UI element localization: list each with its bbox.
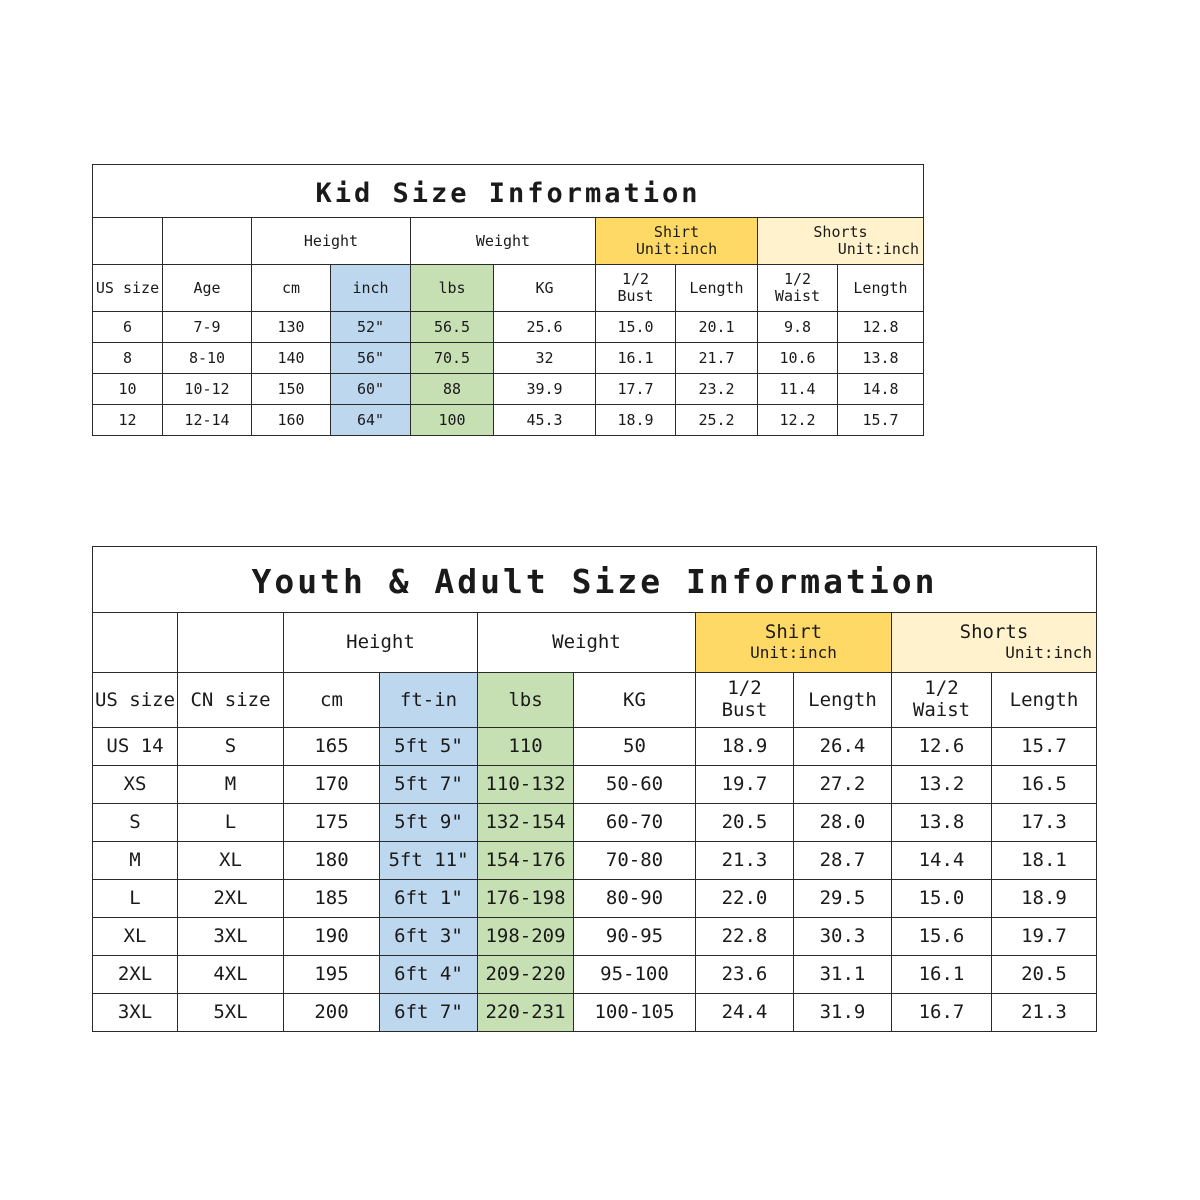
adult-cell-cm: 195: [284, 956, 380, 994]
kid-table-title: Kid Size Information: [93, 165, 924, 218]
kid-cell-bust: 16.1: [596, 343, 676, 374]
adult-cell-bust: 21.3: [696, 842, 794, 880]
table-row: [93, 880, 1097, 918]
adult-cell-kg: 100-105: [574, 994, 696, 1032]
kid-col-bust-fraction: 1/2: [621, 269, 650, 288]
adult-cell-kg: 50: [574, 728, 696, 766]
kid-col-shirt-length: Length: [676, 265, 758, 312]
adult-col-shirt-length: Length: [794, 673, 892, 728]
adult-cell-cm: 175: [284, 804, 380, 842]
kid-height-group: Height: [252, 218, 411, 265]
adult-shorts-unit: Unit:inch: [1005, 643, 1092, 663]
adult-cell-height: 6ft 4": [380, 956, 478, 994]
adult-col-us-size: US size: [93, 673, 178, 728]
adult-cell-age-or-cn: 3XL: [178, 918, 284, 956]
adult-cell-waist: 12.6: [892, 728, 992, 766]
adult-col-cn-size: CN size: [178, 673, 284, 728]
kid-cell-shorts-length: 15.7: [838, 405, 924, 436]
adult-weight-group: Weight: [478, 613, 696, 673]
adult-cell-shirt-length: 29.5: [794, 880, 892, 918]
adult-cell-shorts-length: 18.9: [992, 880, 1097, 918]
kid-col-waist: [758, 265, 838, 312]
kid-cell-shirt-length: 23.2: [676, 374, 758, 405]
adult-empty-header: [93, 613, 178, 673]
table-row: [93, 405, 924, 436]
adult-cell-lbs: 110: [478, 728, 574, 766]
adult-cell-shorts-length: 18.1: [992, 842, 1097, 880]
kid-cell-kg: 25.6: [494, 312, 596, 343]
adult-cell-lbs: 176-198: [478, 880, 574, 918]
kid-cell-waist: 10.6: [758, 343, 838, 374]
kid-cell-age-or-cn: 7-9: [163, 312, 252, 343]
adult-height-group: Height: [284, 613, 478, 673]
adult-cell-us-size: 2XL: [93, 956, 178, 994]
kid-shorts-group: [758, 218, 924, 265]
adult-cell-shirt-length: 26.4: [794, 728, 892, 766]
kid-col-cm: cm: [252, 265, 331, 312]
table-row: [93, 842, 1097, 880]
kid-cell-bust: 18.9: [596, 405, 676, 436]
table-row: [93, 994, 1097, 1032]
adult-cell-kg: 50-60: [574, 766, 696, 804]
kid-cell-shorts-length: 14.8: [838, 374, 924, 405]
kid-col-waist-label: Waist: [774, 287, 821, 305]
table-row: [93, 766, 1097, 804]
adult-col-waist-fraction: 1/2: [924, 677, 959, 700]
kid-shirt-unit: Unit:inch: [635, 240, 718, 258]
kid-cell-lbs: 56.5: [411, 312, 494, 343]
kid-cell-cm: 140: [252, 343, 331, 374]
adult-cell-lbs: 220-231: [478, 994, 574, 1032]
adult-cell-shirt-length: 30.3: [794, 918, 892, 956]
kid-cell-cm: 150: [252, 374, 331, 405]
kid-col-shorts-length: Length: [838, 265, 924, 312]
kid-col-inch: inch: [331, 265, 411, 312]
adult-shirt-unit: Unit:inch: [750, 643, 837, 663]
adult-cell-cm: 165: [284, 728, 380, 766]
adult-cell-waist: 13.8: [892, 804, 992, 842]
adult-cell-bust: 18.9: [696, 728, 794, 766]
adult-cell-cm: 200: [284, 994, 380, 1032]
adult-cell-shirt-length: 28.7: [794, 842, 892, 880]
kid-cell-kg: 45.3: [494, 405, 596, 436]
kid-cell-shorts-length: 12.8: [838, 312, 924, 343]
kid-shirt-group: [596, 218, 758, 265]
kid-cell-waist: 11.4: [758, 374, 838, 405]
kid-cell-height: 64": [331, 405, 411, 436]
adult-cell-shorts-length: 16.5: [992, 766, 1097, 804]
kid-col-waist-fraction: 1/2: [783, 269, 812, 288]
adult-cell-waist: 16.1: [892, 956, 992, 994]
adult-col-lbs: lbs: [478, 673, 574, 728]
adult-cell-bust: 20.5: [696, 804, 794, 842]
adult-cell-bust: 24.4: [696, 994, 794, 1032]
adult-col-waist-label: Waist: [912, 699, 971, 721]
adult-col-bust: [696, 673, 794, 728]
adult-cell-shirt-length: 31.9: [794, 994, 892, 1032]
adult-cell-kg: 80-90: [574, 880, 696, 918]
kid-cell-cm: 130: [252, 312, 331, 343]
kid-shorts-unit: Unit:inch: [837, 240, 920, 258]
kid-cell-age-or-cn: 10-12: [163, 374, 252, 405]
adult-cell-us-size: XL: [93, 918, 178, 956]
adult-col-bust-label: Bust: [721, 699, 768, 721]
adult-cell-cm: 180: [284, 842, 380, 880]
adult-cell-kg: 95-100: [574, 956, 696, 994]
adult-cell-lbs: 110-132: [478, 766, 574, 804]
kid-cell-shirt-length: 21.7: [676, 343, 758, 374]
adult-cell-shorts-length: 17.3: [992, 804, 1097, 842]
kid-col-kg: KG: [494, 265, 596, 312]
table-row: [93, 312, 924, 343]
table-row: [93, 374, 924, 405]
adult-cell-height: 5ft 7": [380, 766, 478, 804]
kid-cell-waist: 12.2: [758, 405, 838, 436]
adult-shorts-label: Shorts: [959, 621, 1029, 644]
adult-cell-waist: 15.0: [892, 880, 992, 918]
adult-col-bust-fraction: 1/2: [727, 677, 762, 700]
adult-cell-shirt-length: 31.1: [794, 956, 892, 994]
adult-cell-bust: 22.0: [696, 880, 794, 918]
kid-cell-age-or-cn: 12-14: [163, 405, 252, 436]
table-row: [93, 343, 924, 374]
adult-cell-age-or-cn: 4XL: [178, 956, 284, 994]
adult-cell-lbs: 209-220: [478, 956, 574, 994]
adult-cell-lbs: 154-176: [478, 842, 574, 880]
adult-cell-bust: 19.7: [696, 766, 794, 804]
adult-cell-age-or-cn: S: [178, 728, 284, 766]
kid-cell-shirt-length: 20.1: [676, 312, 758, 343]
kid-cell-shirt-length: 25.2: [676, 405, 758, 436]
adult-empty-header: [178, 613, 284, 673]
adult-cell-shorts-length: 20.5: [992, 956, 1097, 994]
kid-cell-cm: 160: [252, 405, 331, 436]
adult-cell-age-or-cn: M: [178, 766, 284, 804]
adult-col-kg: KG: [574, 673, 696, 728]
adult-cell-shorts-length: 21.3: [992, 994, 1097, 1032]
kid-col-lbs: lbs: [411, 265, 494, 312]
adult-cell-height: 5ft 9": [380, 804, 478, 842]
kid-empty-header: [93, 218, 163, 265]
adult-cell-cm: 170: [284, 766, 380, 804]
kid-cell-height: 60": [331, 374, 411, 405]
kid-cell-waist: 9.8: [758, 312, 838, 343]
adult-size-table: [92, 546, 1097, 1032]
kid-cell-kg: 39.9: [494, 374, 596, 405]
kid-col-us-size: US size: [93, 265, 163, 312]
adult-cell-kg: 70-80: [574, 842, 696, 880]
kid-col-bust-label: Bust: [617, 287, 654, 305]
adult-col-ft-in: ft-in: [380, 673, 478, 728]
adult-cell-waist: 14.4: [892, 842, 992, 880]
table-row: [93, 804, 1097, 842]
kid-cell-height: 52": [331, 312, 411, 343]
adult-cell-cm: 190: [284, 918, 380, 956]
kid-cell-age-or-cn: 8-10: [163, 343, 252, 374]
adult-cell-waist: 13.2: [892, 766, 992, 804]
kid-cell-us-size: 6: [93, 312, 163, 343]
table-row: [93, 728, 1097, 766]
adult-cell-us-size: S: [93, 804, 178, 842]
adult-cell-us-size: 3XL: [93, 994, 178, 1032]
kid-cell-kg: 32: [494, 343, 596, 374]
adult-cell-shorts-length: 19.7: [992, 918, 1097, 956]
kid-cell-lbs: 100: [411, 405, 494, 436]
kid-cell-bust: 15.0: [596, 312, 676, 343]
kid-cell-height: 56": [331, 343, 411, 374]
kid-col-bust: [596, 265, 676, 312]
adult-cell-kg: 90-95: [574, 918, 696, 956]
kid-cell-us-size: 10: [93, 374, 163, 405]
kid-cell-lbs: 70.5: [411, 343, 494, 374]
adult-cell-age-or-cn: 5XL: [178, 994, 284, 1032]
adult-cell-kg: 60-70: [574, 804, 696, 842]
adult-cell-bust: 22.8: [696, 918, 794, 956]
adult-cell-age-or-cn: L: [178, 804, 284, 842]
adult-table-title: Youth & Adult Size Information: [93, 547, 1097, 613]
kid-cell-lbs: 88: [411, 374, 494, 405]
adult-cell-us-size: XS: [93, 766, 178, 804]
adult-cell-age-or-cn: 2XL: [178, 880, 284, 918]
adult-cell-shirt-length: 27.2: [794, 766, 892, 804]
adult-cell-us-size: L: [93, 880, 178, 918]
adult-shirt-label: Shirt: [764, 621, 823, 644]
adult-cell-height: 5ft 5": [380, 728, 478, 766]
kid-shorts-label: Shorts: [813, 222, 868, 241]
adult-col-cm: cm: [284, 673, 380, 728]
kid-weight-group: Weight: [411, 218, 596, 265]
adult-cell-waist: 16.7: [892, 994, 992, 1032]
adult-cell-shorts-length: 15.7: [992, 728, 1097, 766]
kid-size-table: [92, 164, 924, 436]
kid-cell-shorts-length: 13.8: [838, 343, 924, 374]
adult-cell-height: 5ft 11": [380, 842, 478, 880]
kid-cell-bust: 17.7: [596, 374, 676, 405]
kid-cell-us-size: 12: [93, 405, 163, 436]
adult-cell-shirt-length: 28.0: [794, 804, 892, 842]
adult-cell-us-size: US 14: [93, 728, 178, 766]
table-row: [93, 918, 1097, 956]
adult-cell-bust: 23.6: [696, 956, 794, 994]
adult-cell-height: 6ft 7": [380, 994, 478, 1032]
adult-cell-us-size: M: [93, 842, 178, 880]
adult-col-shorts-length: Length: [992, 673, 1097, 728]
adult-shorts-group: [892, 613, 1097, 673]
kid-col-age: Age: [163, 265, 252, 312]
adult-cell-height: 6ft 3": [380, 918, 478, 956]
kid-empty-header: [163, 218, 252, 265]
adult-col-waist: [892, 673, 992, 728]
table-row: [93, 956, 1097, 994]
adult-cell-age-or-cn: XL: [178, 842, 284, 880]
adult-cell-lbs: 132-154: [478, 804, 574, 842]
adult-cell-waist: 15.6: [892, 918, 992, 956]
adult-cell-height: 6ft 1": [380, 880, 478, 918]
kid-shirt-label: Shirt: [653, 222, 700, 241]
adult-shirt-group: [696, 613, 892, 673]
kid-cell-us-size: 8: [93, 343, 163, 374]
adult-cell-lbs: 198-209: [478, 918, 574, 956]
adult-cell-cm: 185: [284, 880, 380, 918]
